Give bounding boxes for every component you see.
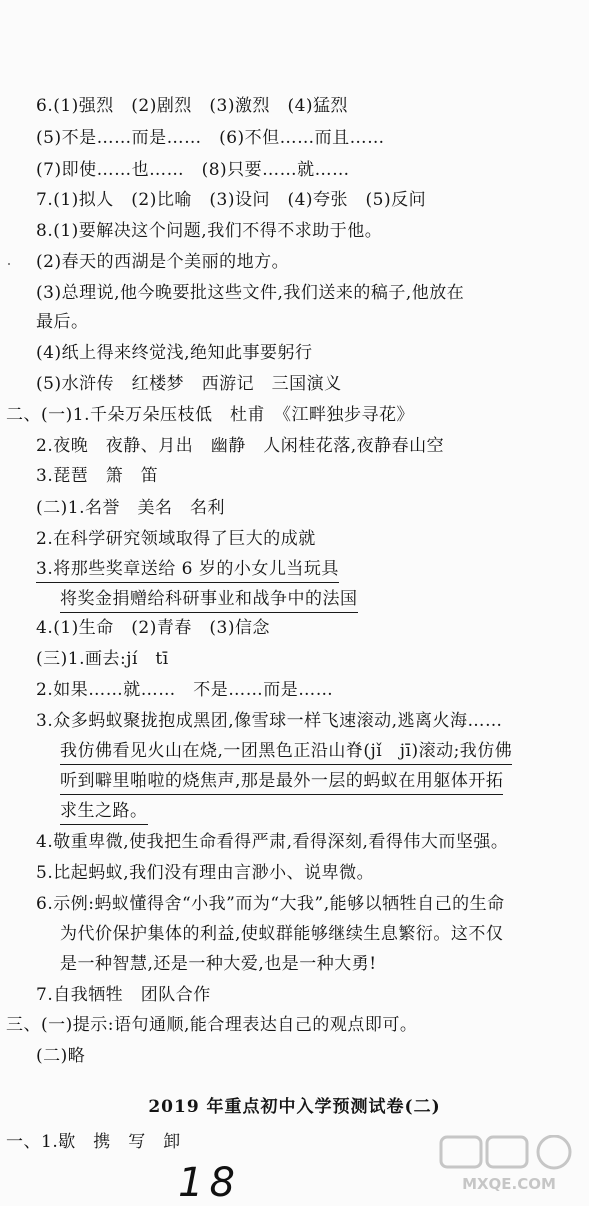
section-three-line-1: 三、(一)提示:语句通顺,能合理表达自己的观点即可。	[6, 1015, 418, 1035]
handwritten-page-number: 18	[178, 1160, 241, 1206]
section-two-c-line-5: 5.比起蚂蚁,我们没有理由言渺小、说卑微。	[36, 863, 375, 883]
section-two-c-line-4: 4.敬重卑微,使我把生命看得严肃,看得深刻,看得伟大而坚强。	[36, 832, 509, 852]
next-exam-line-1: 一、1.歇 携 写 卸	[6, 1132, 181, 1152]
underlined-line-3d: 听到噼里啪啦的烧焦声,那是最外一层的蚂蚁在用躯体开拓	[60, 770, 503, 795]
underlined-line-3e: 求生之路。	[60, 800, 148, 825]
section-two-c-line-7: 7.自我牺牲 团队合作	[36, 985, 211, 1005]
underlined-line-3c: 我仿佛看见火山在烧,一团黑色正沿山脊(jǐ jī)滚动;我仿佛	[60, 740, 512, 765]
answer-line-8-3: (3)总理说,他今晚要批这些文件,我们送来的稿子,他放在	[36, 283, 465, 303]
section-two-c-line-6c: 是一种智慧,还是一种大爱,也是一种大勇!	[60, 954, 377, 974]
answer-line-8-4: (4)纸上得来终觉浅,绝知此事要躬行	[36, 343, 313, 363]
answer-line-7: 7.(1)拟人 (2)比喻 (3)设问 (4)夸张 (5)反问	[36, 190, 427, 210]
underlined-line-3b: 将奖金捐赠给科研事业和战争中的法国	[60, 588, 358, 613]
answer-line-8-2: (2)春天的西湖是个美丽的地方。	[36, 252, 290, 272]
answer-line-8-5: (5)水浒传 红楼梦 西游记 三国演义	[36, 374, 342, 394]
section-two-b-line-2: 2.在科学研究领域取得了巨大的成就	[36, 529, 316, 549]
section-two-c-line-1: (三)1.画去:jí tī	[36, 649, 169, 669]
section-two-line-3: 3.琵琶 箫 笛	[36, 466, 159, 486]
answer-line-8-3b: 最后。	[36, 312, 89, 332]
answer-line-6: 6.(1)强烈 (2)剧烈 (3)激烈 (4)猛烈	[36, 96, 349, 116]
answer-line-8-1: 8.(1)要解决这个问题,我们不得不求助于他。	[36, 221, 383, 241]
section-two-c-line-2: 2.如果……就…… 不是……而是……	[36, 680, 334, 700]
underlined-line-3a: 3.将那些奖章送给 6 岁的小女儿当玩具	[36, 558, 339, 583]
answer-line-6c: (7)即使……也…… (8)只要……就……	[36, 160, 350, 180]
section-two-b-line-1: (二)1.名誉 美名 名利	[36, 498, 225, 518]
section-two-line-1: 二、(一)1.千朵万朵压枝低 杜甫 《江畔独步寻花》	[6, 405, 414, 425]
scan-speck	[8, 263, 10, 265]
section-three-line-2: (二)略	[36, 1046, 86, 1066]
watermark-logo	[439, 1135, 579, 1193]
section-two-b-line-4: 4.(1)生命 (2)青春 (3)信念	[36, 618, 270, 638]
section-two-c-line-6: 6.示例:蚂蚁懂得舍“小我”而为“大我”,能够以牺牲自己的生命	[36, 894, 505, 914]
section-two-line-2: 2.夜晚 夜静、月出 幽静 人闲桂花落,夜静春山空	[36, 436, 445, 456]
section-two-c-line-3: 3.众多蚂蚁聚拢抱成黑团,像雪球一样飞速滚动,逃离火海……	[36, 711, 503, 731]
exam-title: 2019 年重点初中入学预测试卷(二)	[148, 1097, 441, 1117]
section-two-c-line-6b: 为代价保护集体的利益,使蚁群能够继续生息繁衍。这不仅	[60, 924, 504, 944]
svg-text:MXQE.COM: MXQE.COM	[462, 1175, 556, 1193]
answer-line-6b: (5)不是……而是…… (6)不但……而且……	[36, 128, 385, 148]
